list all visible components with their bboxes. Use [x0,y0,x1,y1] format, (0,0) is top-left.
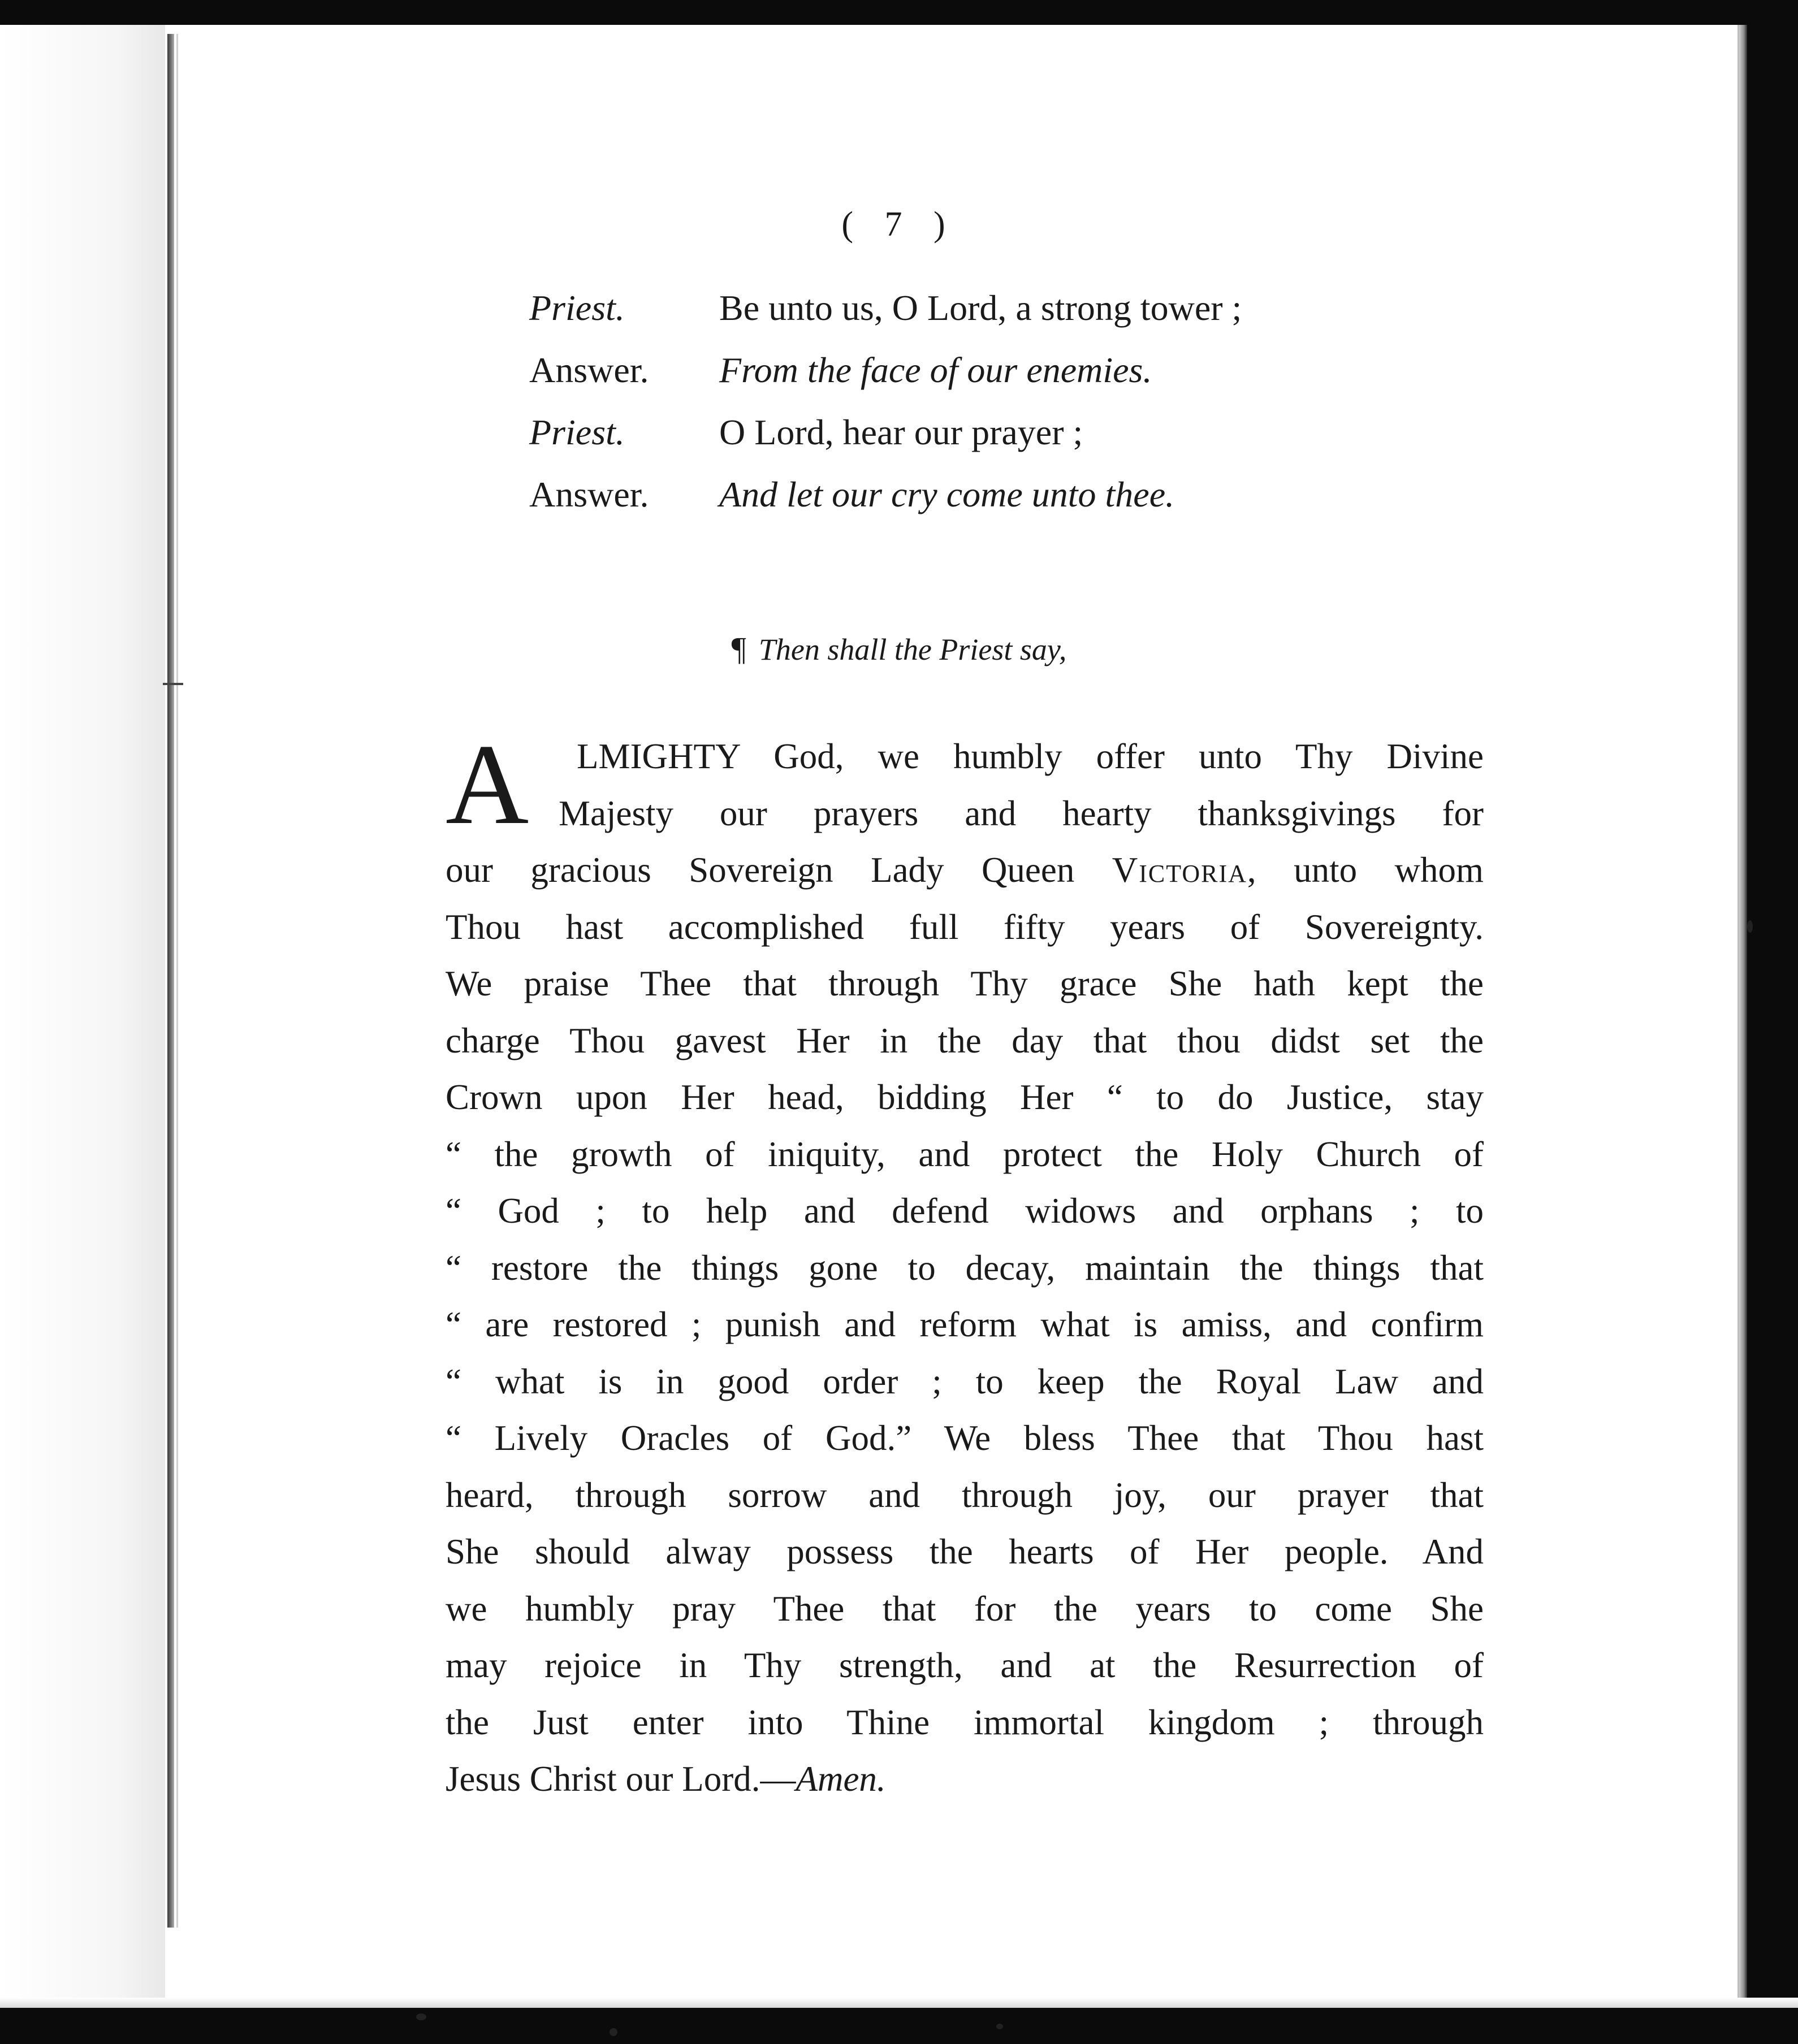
versicle-text: O Lord, hear our prayer ; [719,412,1083,452]
prayer-text: Jesus Christ our Lord.— [446,1759,796,1799]
scan-border-right [1747,0,1798,2044]
prayer-line [446,1751,1484,1808]
binding-fold-highlight [176,34,178,1928]
prayer-text: our gracious Sovereign Lady Queen [446,850,1075,890]
versicle-speaker: Priest. [529,288,625,328]
prayer-line: Crown upon Her head, bidding Her “ to do Justice, stay [446,1077,1484,1117]
versicle-text: And let our cry come unto thee. [719,474,1175,514]
page-gutter [0,25,165,2008]
queen-name: Victoria [1112,850,1247,890]
prayer-line: “ what is in good order ; to keep the Royal Law and [446,1361,1484,1401]
prayer-line: Thou hast accomplished full fifty years of Sovereignty. [446,907,1484,947]
dust-speck [416,2013,426,2020]
prayer-line: “ God ; to help and defend widows and orphans ; to [446,1191,1484,1231]
versicle-speaker: Answer. [529,474,649,514]
versicle-text: Be unto us, O Lord, a strong tower ; [719,288,1242,328]
drop-cap: A [446,721,529,848]
prayer-line: heard, through sorrow and through joy, our prayer that [446,1475,1484,1515]
versicle-speaker: Answer. [529,350,649,390]
rubric-text: Then shall the Priest say, [758,633,1067,666]
dust-speck [996,2024,1003,2029]
amen: Amen. [796,1759,886,1799]
binding-fold [167,34,174,1928]
prayer-line: She should alway possess the hearts of Her people. And [446,1532,1484,1571]
page-edge-right [1739,25,1747,2008]
prayer-line: Majesty our prayers and hearty thanksgivings for [559,793,1484,833]
prayer-line: We praise Thee that through Thy grace She hath kept the [446,964,1484,1003]
prayer-line: the Just enter into Thine immortal kingdom ; through [446,1702,1484,1742]
prayer-line [446,842,1484,899]
prayer-text: , unto whom [1247,850,1484,890]
prayer-line: charge Thou gavest Her in the day that thou didst set the [446,1020,1484,1060]
page-number: ( 7 ) [841,205,957,244]
prayer-line: “ are restored ; punish and reform what is amiss, and confirm [446,1305,1484,1344]
dust-speck [610,2028,617,2036]
versicle-speaker: Priest. [529,412,625,452]
versicle-line [529,277,1242,339]
dust-speck [1747,920,1753,933]
scan-border-top [0,0,1798,25]
rubric [0,630,1798,668]
prayer-line: “ the growth of iniquity, and protect the Holy Church of [446,1134,1484,1174]
prayer-line: “ Lively Oracles of God.” We bless Thee that Thou hast [446,1418,1484,1458]
prayer-line: “ restore the things gone to decay, maintain the things that [446,1248,1484,1288]
prayer-line: LMIGHTY God, we humbly offer unto Thy Divine [577,737,1484,776]
versicle-text: From the face of our enemies. [719,350,1152,390]
prayer-body [446,721,1484,1808]
pilcrow-mark: ¶ [731,630,746,667]
prayer-line: may rejoice in Thy strength, and at the Resurrection of [446,1645,1484,1685]
versicle-line [529,401,1083,464]
binding-mark [163,683,183,685]
scan-border-bottom [0,2008,1798,2044]
page-edge-line [1738,25,1739,2008]
prayer-line: we humbly pray Thee that for the years to come She [446,1588,1484,1629]
versicle-line [529,339,1152,401]
versicle-line [529,464,1174,526]
page-edge-bottom [0,1998,1798,2008]
